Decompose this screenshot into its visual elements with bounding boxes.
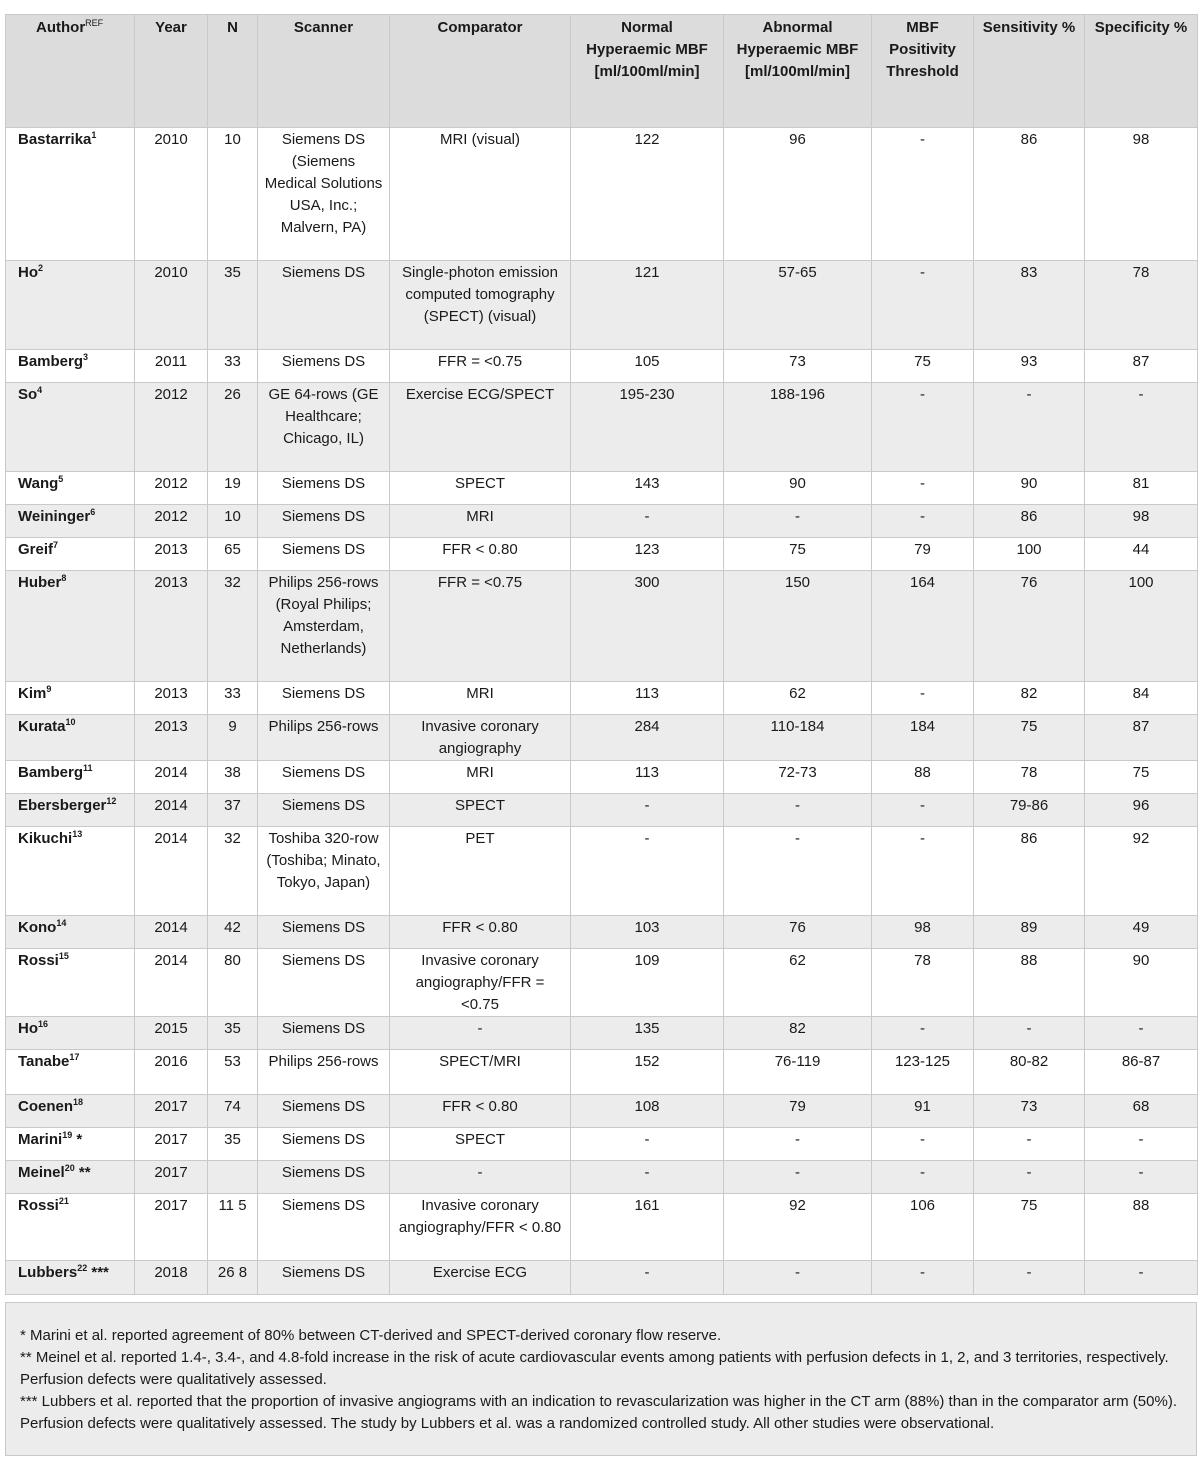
cell-abnormal-mbf: 96 [724, 128, 872, 261]
cell-normal-mbf: 152 [571, 1050, 724, 1095]
cell-year: 2012 [135, 505, 208, 538]
cell-year: 2014 [135, 916, 208, 949]
cell-author: Greif$^7$ [6, 538, 135, 571]
cell-scanner: Philips 256-rows [258, 1050, 390, 1095]
header-sensitivity: Sensitivity % [974, 15, 1085, 128]
cell-year: 2013 [135, 715, 208, 761]
cell-sensitivity: 79-86 [974, 794, 1085, 827]
cell-year: 2013 [135, 571, 208, 682]
cell-threshold: 78 [872, 949, 974, 1017]
cell-threshold: 184 [872, 715, 974, 761]
cell-comparator: - [390, 1017, 571, 1050]
cell-normal-mbf: 123 [571, 538, 724, 571]
cell-specificity: - [1085, 1128, 1198, 1161]
table-row [6, 916, 1198, 949]
cell-comparator: MRI (visual) [390, 128, 571, 261]
header-normal-mbf: Normal Hyperaemic MBF [ml/100ml/min] [571, 15, 724, 128]
cell-specificity: 86-87 [1085, 1050, 1198, 1095]
cell-normal-mbf: 300 [571, 571, 724, 682]
cell-normal-mbf: 143 [571, 472, 724, 505]
cell-scanner: Siemens DS [258, 794, 390, 827]
cell-sensitivity: 100 [974, 538, 1085, 571]
cell-comparator: FFR = <0.75 [390, 571, 571, 682]
cell-scanner: GE 64-rows (GE Healthcare; Chicago, IL) [258, 383, 390, 472]
header-abnormal-mbf: Abnormal Hyperaemic MBF [ml/100ml/min] [724, 15, 872, 128]
cell-sensitivity: 78 [974, 761, 1085, 794]
cell-author: Lubbers$^{22}$ *** [6, 1261, 135, 1295]
cell-scanner: Siemens DS [258, 505, 390, 538]
cell-sensitivity: 86 [974, 128, 1085, 261]
cell-normal-mbf: - [571, 1128, 724, 1161]
cell-normal-mbf: - [571, 1261, 724, 1295]
cell-comparator: FFR < 0.80 [390, 916, 571, 949]
table-row [6, 794, 1198, 827]
cell-n: 11 5 [208, 1194, 258, 1261]
cell-comparator: PET [390, 827, 571, 916]
cell-specificity: 87 [1085, 350, 1198, 383]
cell-abnormal-mbf: 90 [724, 472, 872, 505]
table-row [6, 571, 1198, 682]
cell-comparator: SPECT [390, 794, 571, 827]
header-specificity: Specificity % [1085, 15, 1198, 128]
cell-abnormal-mbf: 82 [724, 1017, 872, 1050]
table-row [6, 761, 1198, 794]
cell-sensitivity: - [974, 1017, 1085, 1050]
cell-year: 2014 [135, 761, 208, 794]
cell-author: Ho$^2$ [6, 261, 135, 350]
cell-abnormal-mbf: 110-184 [724, 715, 872, 761]
cell-year: 2014 [135, 794, 208, 827]
table-row [6, 715, 1198, 761]
cell-specificity: 49 [1085, 916, 1198, 949]
cell-n: 19 [208, 472, 258, 505]
cell-comparator: FFR = <0.75 [390, 350, 571, 383]
cell-n: 74 [208, 1095, 258, 1128]
cell-author: Bamberg$^{11}$ [6, 761, 135, 794]
cell-threshold: - [872, 383, 974, 472]
cell-specificity: 68 [1085, 1095, 1198, 1128]
cell-author: Tanabe$^{17}$ [6, 1050, 135, 1095]
cell-sensitivity: 80-82 [974, 1050, 1085, 1095]
cell-author: Ho$^{16}$ [6, 1017, 135, 1050]
cell-year: 2011 [135, 350, 208, 383]
cell-threshold: - [872, 827, 974, 916]
header-n: N [208, 15, 258, 128]
table-row [6, 1161, 1198, 1194]
cell-abnormal-mbf: 62 [724, 682, 872, 715]
cell-specificity: 44 [1085, 538, 1198, 571]
cell-year: 2012 [135, 472, 208, 505]
cell-sensitivity: 75 [974, 1194, 1085, 1261]
table-row [6, 1095, 1198, 1128]
table-row [6, 128, 1198, 261]
cell-n: 80 [208, 949, 258, 1017]
table-row [6, 505, 1198, 538]
cell-comparator: - [390, 1161, 571, 1194]
cell-scanner: Siemens DS [258, 261, 390, 350]
cell-threshold: - [872, 682, 974, 715]
cell-threshold: 98 [872, 916, 974, 949]
cell-threshold: - [872, 1261, 974, 1295]
cell-n: 32 [208, 827, 258, 916]
cell-author: Bamberg$^3$ [6, 350, 135, 383]
cell-threshold: 79 [872, 538, 974, 571]
cell-scanner: Siemens DS [258, 538, 390, 571]
table-row [6, 1050, 1198, 1095]
header-row [6, 15, 1198, 128]
cell-specificity: 100 [1085, 571, 1198, 682]
cell-comparator: MRI [390, 761, 571, 794]
cell-year: 2017 [135, 1161, 208, 1194]
cell-scanner: Philips 256-rows [258, 715, 390, 761]
cell-n: 10 [208, 505, 258, 538]
cell-year: 2013 [135, 682, 208, 715]
cell-abnormal-mbf: 150 [724, 571, 872, 682]
cell-sensitivity: 86 [974, 505, 1085, 538]
cell-normal-mbf: - [571, 1161, 724, 1194]
cell-normal-mbf: 113 [571, 682, 724, 715]
cell-normal-mbf: 108 [571, 1095, 724, 1128]
cell-author: So$^4$ [6, 383, 135, 472]
footnote: *** Lubbers et al. reported that the proportion of invasive angiograms with an indication to revascularization was higher in the CT arm (88%) than in the comparator arm (50%). Perfusion defects were qualitatively assessed. The study by Lubbers et al. was a randomized controlled study. All other studies were observational. [20, 1393, 1177, 1432]
cell-author: Marini$^{19}$ * [6, 1128, 135, 1161]
cell-year: 2014 [135, 827, 208, 916]
footnote: ** Meinel et al. reported 1.4-, 3.4-, and 4.8-fold increase in the risk of acute cardiovascular events among patients with perfusion defects in 1, 2, and 3 territories, respectively. Perfusion defects were qualitatively assessed. [20, 1349, 1169, 1388]
cell-author: Ebersberger$^{12}$ [6, 794, 135, 827]
cell-specificity: 92 [1085, 827, 1198, 916]
cell-threshold: - [872, 1017, 974, 1050]
cell-specificity: - [1085, 383, 1198, 472]
cell-n: 53 [208, 1050, 258, 1095]
cell-abnormal-mbf: 75 [724, 538, 872, 571]
cell-specificity: 90 [1085, 949, 1198, 1017]
cell-scanner: Siemens DS [258, 472, 390, 505]
table-row [6, 472, 1198, 505]
table-row [6, 1261, 1198, 1295]
cell-abnormal-mbf: 76-119 [724, 1050, 872, 1095]
cell-n: 37 [208, 794, 258, 827]
cell-sensitivity: 73 [974, 1095, 1085, 1128]
cell-specificity: - [1085, 1261, 1198, 1295]
cell-abnormal-mbf: - [724, 1261, 872, 1295]
cell-year: 2017 [135, 1095, 208, 1128]
cell-year: 2017 [135, 1128, 208, 1161]
cell-sensitivity: 86 [974, 827, 1085, 916]
cell-n: 65 [208, 538, 258, 571]
table-row [6, 949, 1198, 1017]
footnotes [5, 1302, 1197, 1456]
cell-specificity: 84 [1085, 682, 1198, 715]
footnote: * Marini et al. reported agreement of 80% between CT-derived and SPECT-derived coronary flow reserve. [20, 1327, 722, 1344]
cell-n: 33 [208, 682, 258, 715]
cell-n: 35 [208, 1128, 258, 1161]
cell-comparator: FFR < 0.80 [390, 538, 571, 571]
cell-comparator: Single-photon emission computed tomography (SPECT) (visual) [390, 261, 571, 350]
cell-comparator: Invasive coronary angiography [390, 715, 571, 761]
cell-normal-mbf: - [571, 505, 724, 538]
cell-specificity: 87 [1085, 715, 1198, 761]
cell-scanner: Siemens DS [258, 916, 390, 949]
cell-abnormal-mbf: - [724, 1161, 872, 1194]
cell-author: Bastarrika$^1$ [6, 128, 135, 261]
header-scanner: Scanner [258, 15, 390, 128]
cell-n [208, 1161, 258, 1194]
cell-normal-mbf: 284 [571, 715, 724, 761]
cell-specificity: 78 [1085, 261, 1198, 350]
cell-scanner: Siemens DS [258, 949, 390, 1017]
cell-sensitivity: - [974, 1128, 1085, 1161]
cell-threshold: 75 [872, 350, 974, 383]
cell-threshold: - [872, 1128, 974, 1161]
cell-year: 2016 [135, 1050, 208, 1095]
header-author: Author$^{REF}$ [6, 15, 135, 128]
cell-threshold: 164 [872, 571, 974, 682]
cell-scanner: Siemens DS [258, 1095, 390, 1128]
table-row [6, 383, 1198, 472]
cell-n: 38 [208, 761, 258, 794]
cell-year: 2010 [135, 261, 208, 350]
cell-sensitivity: 75 [974, 715, 1085, 761]
cell-year: 2014 [135, 949, 208, 1017]
cell-comparator: SPECT [390, 1128, 571, 1161]
table-row [6, 261, 1198, 350]
cell-author: Weininger$^6$ [6, 505, 135, 538]
cell-sensitivity: 88 [974, 949, 1085, 1017]
cell-sensitivity: 82 [974, 682, 1085, 715]
cell-threshold: 106 [872, 1194, 974, 1261]
cell-scanner: Siemens DS [258, 350, 390, 383]
cell-threshold: - [872, 128, 974, 261]
cell-author: Rossi$^{15}$ [6, 949, 135, 1017]
cell-author: Kikuchi$^{13}$ [6, 827, 135, 916]
cell-abnormal-mbf: - [724, 1128, 872, 1161]
cell-n: 32 [208, 571, 258, 682]
table-row [6, 1017, 1198, 1050]
cell-sensitivity: - [974, 1261, 1085, 1295]
cell-specificity: 75 [1085, 761, 1198, 794]
cell-year: 2010 [135, 128, 208, 261]
cell-abnormal-mbf: 72-73 [724, 761, 872, 794]
cell-specificity: - [1085, 1017, 1198, 1050]
cell-normal-mbf: 161 [571, 1194, 724, 1261]
cell-abnormal-mbf: - [724, 794, 872, 827]
cell-comparator: SPECT/MRI [390, 1050, 571, 1095]
cell-specificity: 98 [1085, 505, 1198, 538]
cell-abnormal-mbf: 79 [724, 1095, 872, 1128]
cell-specificity: 81 [1085, 472, 1198, 505]
cell-sensitivity: - [974, 383, 1085, 472]
cell-abnormal-mbf: - [724, 827, 872, 916]
cell-abnormal-mbf: 188-196 [724, 383, 872, 472]
cell-year: 2018 [135, 1261, 208, 1295]
cell-n: 26 [208, 383, 258, 472]
cell-year: 2012 [135, 383, 208, 472]
cell-n: 26 8 [208, 1261, 258, 1295]
cell-normal-mbf: - [571, 794, 724, 827]
cell-normal-mbf: 122 [571, 128, 724, 261]
table-row [6, 1128, 1198, 1161]
cell-scanner: Siemens DS [258, 1194, 390, 1261]
cell-sensitivity: 83 [974, 261, 1085, 350]
cell-threshold: - [872, 261, 974, 350]
cell-specificity: 96 [1085, 794, 1198, 827]
cell-author: Kurata$^{10}$ [6, 715, 135, 761]
cell-threshold: - [872, 472, 974, 505]
cell-n: 33 [208, 350, 258, 383]
cell-scanner: Toshiba 320-row (Toshiba; Minato, Tokyo, Japan) [258, 827, 390, 916]
cell-normal-mbf: 195-230 [571, 383, 724, 472]
cell-specificity: 88 [1085, 1194, 1198, 1261]
cell-scanner: Siemens DS [258, 1261, 390, 1295]
cell-normal-mbf: 103 [571, 916, 724, 949]
cell-n: 42 [208, 916, 258, 949]
cell-author: Rossi$^{21}$ [6, 1194, 135, 1261]
header-comparator: Comparator [390, 15, 571, 128]
cell-normal-mbf: 113 [571, 761, 724, 794]
cell-normal-mbf: 105 [571, 350, 724, 383]
cell-author: Coenen$^{18}$ [6, 1095, 135, 1128]
cell-year: 2015 [135, 1017, 208, 1050]
table-row [6, 538, 1198, 571]
cell-sensitivity: 76 [974, 571, 1085, 682]
cell-scanner: Siemens DS (Siemens Medical Solutions USA, Inc.; Malvern, PA) [258, 128, 390, 261]
cell-author: Meinel$^{20}$ ** [6, 1161, 135, 1194]
cell-abnormal-mbf: 76 [724, 916, 872, 949]
studies-table [5, 14, 1198, 1295]
cell-threshold: 88 [872, 761, 974, 794]
header-threshold: MBF Positivity Threshold [872, 15, 974, 128]
cell-n: 9 [208, 715, 258, 761]
cell-scanner: Siemens DS [258, 761, 390, 794]
cell-scanner: Siemens DS [258, 1017, 390, 1050]
cell-abnormal-mbf: 57-65 [724, 261, 872, 350]
cell-abnormal-mbf: 62 [724, 949, 872, 1017]
cell-normal-mbf: 121 [571, 261, 724, 350]
cell-comparator: Invasive coronary angiography/FFR < 0.80 [390, 1194, 571, 1261]
cell-threshold: 91 [872, 1095, 974, 1128]
table-body [6, 128, 1198, 1295]
cell-specificity: 98 [1085, 128, 1198, 261]
cell-threshold: - [872, 794, 974, 827]
cell-threshold: 123-125 [872, 1050, 974, 1095]
cell-comparator: SPECT [390, 472, 571, 505]
table-row [6, 1194, 1198, 1261]
cell-n: 35 [208, 1017, 258, 1050]
cell-n: 35 [208, 261, 258, 350]
cell-normal-mbf: 135 [571, 1017, 724, 1050]
cell-comparator: Exercise ECG/SPECT [390, 383, 571, 472]
cell-comparator: Exercise ECG [390, 1261, 571, 1295]
cell-threshold: - [872, 1161, 974, 1194]
table-row [6, 350, 1198, 383]
cell-year: 2013 [135, 538, 208, 571]
cell-comparator: Invasive coronary angiography/FFR = <0.75 [390, 949, 571, 1017]
cell-comparator: MRI [390, 505, 571, 538]
header-year: Year [135, 15, 208, 128]
cell-normal-mbf: 109 [571, 949, 724, 1017]
cell-scanner: Siemens DS [258, 1128, 390, 1161]
cell-sensitivity: 90 [974, 472, 1085, 505]
table-row [6, 682, 1198, 715]
cell-author: Kim$^9$ [6, 682, 135, 715]
cell-comparator: FFR < 0.80 [390, 1095, 571, 1128]
cell-author: Kono$^{14}$ [6, 916, 135, 949]
cell-scanner: Siemens DS [258, 682, 390, 715]
table-row [6, 827, 1198, 916]
cell-scanner: Philips 256-rows (Royal Philips; Amsterdam, Netherlands) [258, 571, 390, 682]
cell-year: 2017 [135, 1194, 208, 1261]
cell-scanner: Siemens DS [258, 1161, 390, 1194]
cell-author: Huber$^8$ [6, 571, 135, 682]
cell-specificity: - [1085, 1161, 1198, 1194]
cell-abnormal-mbf: 73 [724, 350, 872, 383]
cell-comparator: MRI [390, 682, 571, 715]
cell-sensitivity: 93 [974, 350, 1085, 383]
cell-threshold: - [872, 505, 974, 538]
cell-sensitivity: - [974, 1161, 1085, 1194]
cell-abnormal-mbf: 92 [724, 1194, 872, 1261]
cell-normal-mbf: - [571, 827, 724, 916]
cell-abnormal-mbf: - [724, 505, 872, 538]
cell-sensitivity: 89 [974, 916, 1085, 949]
cell-n: 10 [208, 128, 258, 261]
cell-author: Wang$^5$ [6, 472, 135, 505]
